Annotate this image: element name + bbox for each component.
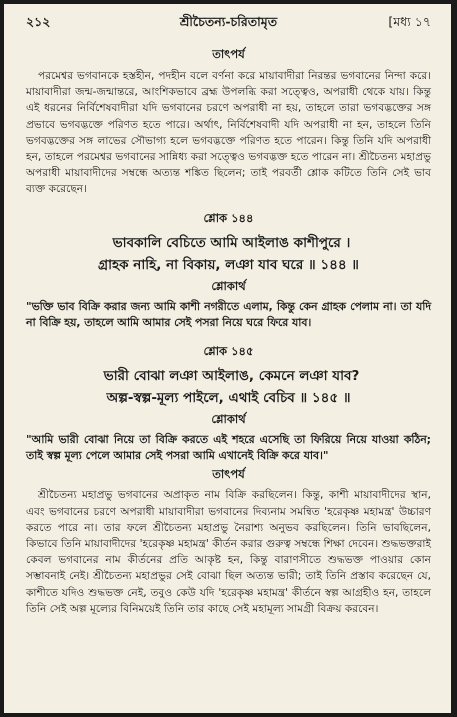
verse-line: অল্প-স্বল্প-মূল্য পাইলে, এথাই বেচিব ॥ ১৪৫ ॥ [106,390,351,407]
verse-line: ভারী বোঝা লঞা আইলাঙ, কেমনে লঞা যাব? [103,368,360,385]
book-page [4,4,451,713]
purport-paragraph: পরমেশ্বর ভগবানকে হস্তহীন, পদহীন বলে বর্ণনা করে মায়াবাদীরা নিরন্তর ভগবানের নিন্দা করে। মায়াবাদীরা জন্ম-জন্মান্তরে, আংশিকভাবে ব্রহ্ম উপলব্ধি করা সত্ত্বেও, অপরাধী থেকে যায়। কিন্তু এই ধরনের নির্বিশেষবাদীরা যদি ভগবানের চরণে অপরাধী না হয়, তাহলে তারা ভগবদ্ভক্তের সঙ্গ প্রভাবে ভগবদ্ভক্তে পরিণত হতে পারে। অর্থাৎ, নির্বিশেষবাদী যদি অপরাধী না হন, তাহলে তিনি ভগবদ্ভক্তের সঙ্গ লাভের সৌভাগ্য হলে ভগবদ্ভক্তে পরিণত হতে পারেন। কিন্তু তিনি যদি অপরাধী হন, তাহলে পরমেশ্বর ভগবানের সান্নিধ্য করা সত্ত্বেও ভগবদ্ভক্ত হতে পারেন না। শ্রীচৈতন্য মহাপ্রভু অপরাধী মায়াবাদীদের সম্বন্ধে অত্যন্ত শঙ্কিত ছিলেন; তাই পরবর্তী শ্লোক কটিতে তিনি সেই ভাব ব্যক্ত করেছেন। [26,70,431,196]
verse-label: শ্লোক ১৪৫ [203,344,254,359]
translation-paragraph: "আমি ভারী বোঝা নিয়ে তা বিক্রি করতে এই শহরে এসেছি তা ফিরিয়ে নিয়ে যাওয়া কঠিন; তাই স্বল্প মূল্য পেলে আমার সেই পসরা আমি এখানেই বিক্রি করে যাব।" [26,433,431,463]
translation-heading: শ্লোকার্থ [211,412,246,427]
purport-paragraph: শ্রীচৈতন্য মহাপ্রভু ভগবানের অপ্রাকৃত নাম বিক্রি করছিলেন। কিন্তু, কাশী মায়াবাদীদের স্থান, এবং ভগবানের চরণে অপরাধী মায়াবাদীরা ভগবানের দিব্যনাম সমন্বিত 'হরেকৃষ্ণ মহামন্ত্র' উচ্চারণ করতে পারে না। তার ফলে শ্রীচৈতন্য মহাপ্রভু নৈরাশ্য অনুভব করছিলেন। তিনি ভাবছিলেন, কিভাবে তিনি মায়াবাদীদের 'হরেকৃষ্ণ মহামন্ত্র' কীর্তন করার গুরুত্ব সম্বন্ধে শিক্ষা দেবেন। শুদ্ধভক্তরাই কেবল ভগবানের নাম কীর্তনের প্রতি আকৃষ্ট হন, কিন্তু বারাণসীতে শুদ্ধভক্ত পাওয়ার কোন সম্ভাবনাই নেই। শ্রীচৈতন্য মহাপ্রভুর সেই বোঝা ছিল অত্যন্ত ভারী; তাই তিনি প্রস্তাব করেছেন যে, কাশীতে যদিও শুদ্ধভক্ত নেই, তবুও কেউ যদি 'হরেকৃষ্ণ মহামন্ত্র' কীর্তনে স্বল্প আগ্রহীও হন, তাহলে তিনি সেই অল্প মূল্যের বিনিময়েই তিনি তার কাছে সেই মহামূল্য সামগ্রী বিক্রয় করবেন। [26,489,431,615]
page-number: ২১২ [26,14,51,29]
running-header [26,12,431,34]
purport-heading: তাৎপর্য [212,47,245,61]
verse-label: শ্লোক ১৪৪ [203,210,254,225]
verse-line: ভাবকালি বেচিতে আমি আইলাঙ কাশীপুরে । [112,234,351,251]
chapter-reference: [মধ্য ১৭ [388,14,431,29]
purport-heading: তাৎপর্য [212,467,245,482]
book-title: শ্রীচৈতন্য-চরিতামৃত [179,14,278,29]
verse-line: গ্রাহক নাহি, না বিকায়, লঞা যাব ঘরে ॥ ১৪৪ ॥ [98,256,359,273]
translation-paragraph: "ভক্তি ভাব বিক্রি করার জন্য আমি কাশী নগরীতে এলাম, কিন্তু কেন গ্রাহক পেলাম না। তা যদি না বিক্রি হয়, তাহলে আমি আমার সেই পসরা নিয়ে ঘরে ফিরে যাব। [26,299,431,329]
translation-heading: শ্লোকার্থ [211,278,246,293]
